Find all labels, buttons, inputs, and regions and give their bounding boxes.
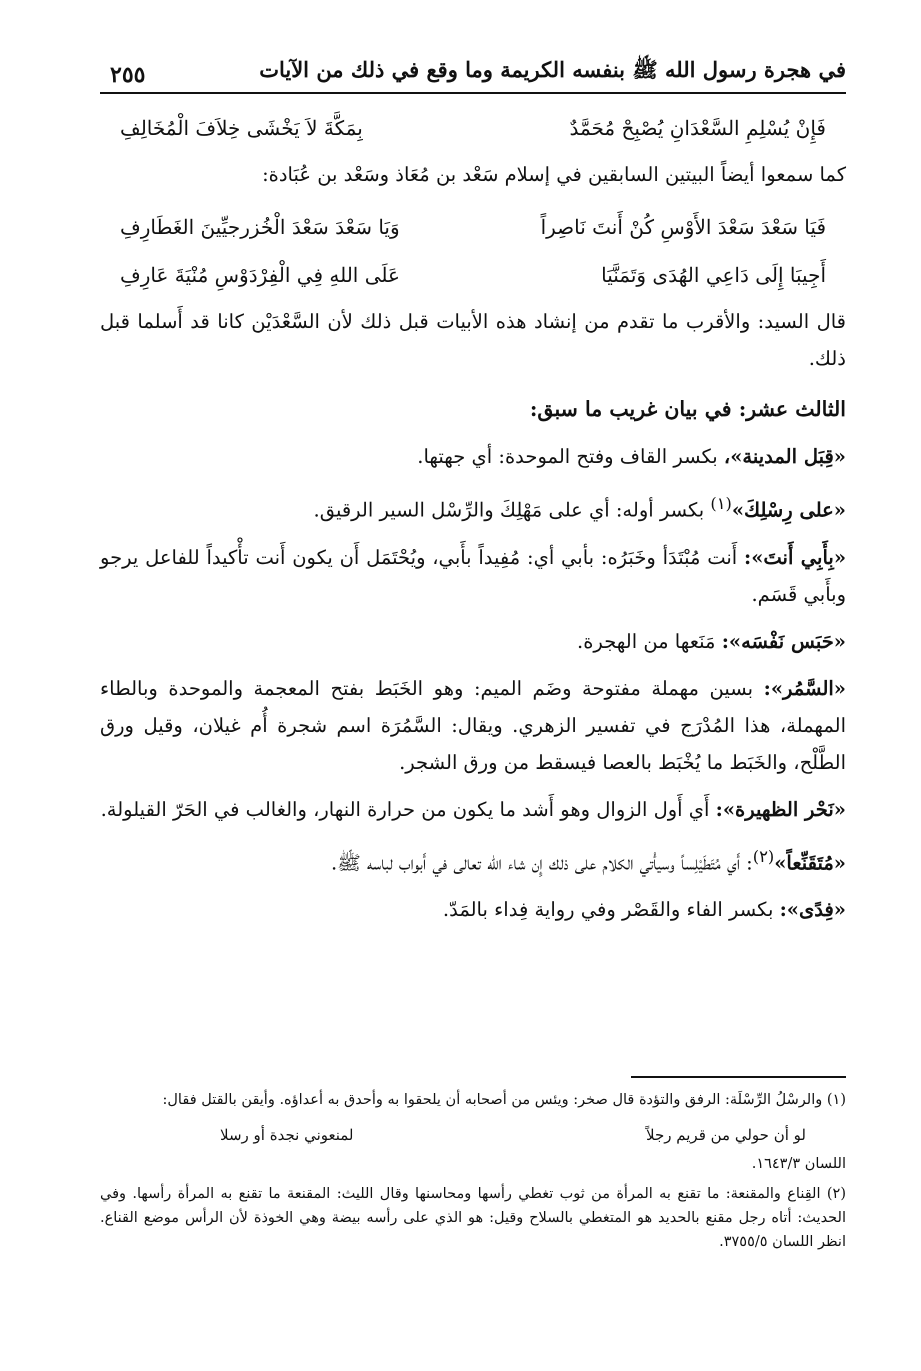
footnote-1-source: اللسان ١٦٤٣/٣. xyxy=(751,1156,846,1172)
gloss-text: بكسر الفاء والقَصْر وفي رواية فِداء بالمَدّ. xyxy=(442,898,774,921)
verse-3-first-hemistich: أَجِيبَا إِلَى دَاعِي الهُدَى وَتَمَنَّيَا xyxy=(601,263,826,287)
page-number: ٢٥٥ xyxy=(110,62,146,88)
paragraph-sayyid: قال السيد: والأقرب ما تقدم من إنشاد هذه الأبيات قبل ذلك لأن السَّعْدَيْن كانا قد أَسلما قبل ذلك. xyxy=(100,310,846,370)
verse-1-first-hemistich: فَإِنْ يُسْلِمِ السَّعْدَانِ يُصْبِحْ مُحَمَّدٌ xyxy=(569,116,826,140)
footnote-verse-first-hemistich: لو أن حولي من قريم رجلاً xyxy=(646,1126,806,1144)
gloss-text: أَنت مُبْتَدَأ وخَبَرُه: بأبي أي: مُفِيداً بأَبي، ويُحْتَمَل أَن يكون أَنت تأْكيداً للفاعل يرجو وبأَبي قَسَم. xyxy=(100,545,846,606)
gloss-term: «بِأَبِي أَنتَ»: xyxy=(744,545,847,569)
verse-2-first-hemistich: فَيَا سَعْدَ سَعْدَ الأَوْسِ كُنْ أَنتَ نَاصِراً xyxy=(540,215,826,239)
verse-2-second-hemistich: وَيَا سَعْدَ سَعْدَ الْخُزرجيِّينَ الغَطَارِفِ xyxy=(120,215,400,239)
gloss-samur xyxy=(100,670,846,781)
paragraph-intro: كما سمعوا أيضاً البيتين السابقين في إسلام سَعْد بن مُعَاذ وسَعْد بن عُبَادة: xyxy=(262,163,846,186)
gloss-text: : أَي مُتَطَيْلِساً وسيأْتي الكلام على ذلك إِن شاء الله تعالى في أَبواب لباسه ﷺ. xyxy=(331,851,753,874)
gloss-text: بكسر القاف وفتح الموحدة: أي جهتها. xyxy=(417,445,718,468)
gloss-text: بسين مهملة مفتوحة وضَم الميم: وهو الخَبَط بفتح المعجمة والموحدة وبالطاء المهملة، هذا المُدْرَج في تفسير الزهري. ويقال: السَّمُرَة اسم شجرة أُم غيلان، وقيل ورق الطَّلْح، والخَبَط ما يُخْبَط بالعصا فيسقط من ورق الشجر. xyxy=(100,676,847,774)
gloss-term: «مُتَقَنِّعاً» xyxy=(774,851,846,874)
footnote-verse-second-hemistich: لمنعوني نجدة أو رسلا xyxy=(220,1126,354,1144)
gloss-term: «على رِسْلِكَ» xyxy=(731,498,846,522)
verse-line-1 xyxy=(100,104,846,152)
verse-line-3 xyxy=(100,251,846,299)
footnote-ref-2: (٢) xyxy=(752,846,775,866)
gloss-fidan xyxy=(100,891,846,928)
footnote-divider xyxy=(631,1076,846,1078)
gloss-term: «السَّمُر»: xyxy=(763,676,846,700)
gloss-term: «فِدًى»: xyxy=(779,898,846,921)
footnote-1: (١) والرسْلُ الرِّسْلَة: الرفق والتؤدة قال صخر: ويئس من أصحابه أن يلحقوا به وأحدق به أعداؤه. وأيقن بالقتل فقال: xyxy=(162,1092,846,1108)
header-title: في هجرة رسول الله ﷺ بنفسه الكريمة وما وقع في ذلك من الآيات xyxy=(259,57,846,82)
gloss-text: أَي أَول الزوال وهو أَشد ما يكون من حرارة النهار، والغالب في الحَرّ القيلولة. xyxy=(100,797,710,821)
gloss-term: «قِبَل المدينة»، xyxy=(723,445,846,468)
verse-3-second-hemistich: عَلَى اللهِ فِي الْفِرْدَوْسِ مُنْيَةَ عَارِفِ xyxy=(120,263,400,287)
gloss-text: بكسر أوله: أي على مَهْلِكَ والرِّسْل السير الرقيق. xyxy=(313,498,705,522)
footnote-1-verse xyxy=(100,1118,846,1152)
section-heading: الثالث عشر: في بيان غريب ما سبق: xyxy=(529,397,846,421)
gloss-mutaqanni xyxy=(100,838,846,882)
running-header xyxy=(100,48,846,94)
gloss-term: «حَبَس نَفْسَه»: xyxy=(721,629,846,653)
main-text xyxy=(100,104,846,938)
gloss-term: «نَحْر الظهيرة»: xyxy=(715,797,846,821)
footnote-ref-1: (١) xyxy=(710,494,732,513)
gloss-rislik xyxy=(100,485,846,529)
verse-1-second-hemistich: بِمَكَّةَ لاَ يَخْشَى خِلاَفَ الْمُخَالِفِ xyxy=(120,116,363,140)
verse-line-2 xyxy=(100,203,846,251)
gloss-habas xyxy=(100,623,846,660)
gloss-text: مَنَعها من الهجرة. xyxy=(577,629,716,653)
gloss-biabi xyxy=(100,539,846,613)
gloss-qibal xyxy=(100,438,846,475)
footnote-2: (٢) القِناع والمقنعة: ما تقنع به المرأة من ثوب تغطي رأسها ومحاسنها وقال الليث: المقنعة ما تقنع به المرأة رأسها. وفي الحديث: أتاه رجل مقنع بالحديد هو المتغطي بالسلاح وقيل: هو الذي على رأسه بيضة وهي الخوذة لأن الرأس موضع القناع. انظر اللسان ٣٧٥٥/٥. xyxy=(100,1186,846,1250)
gloss-nahr xyxy=(100,791,846,828)
footnotes xyxy=(100,1076,846,1260)
